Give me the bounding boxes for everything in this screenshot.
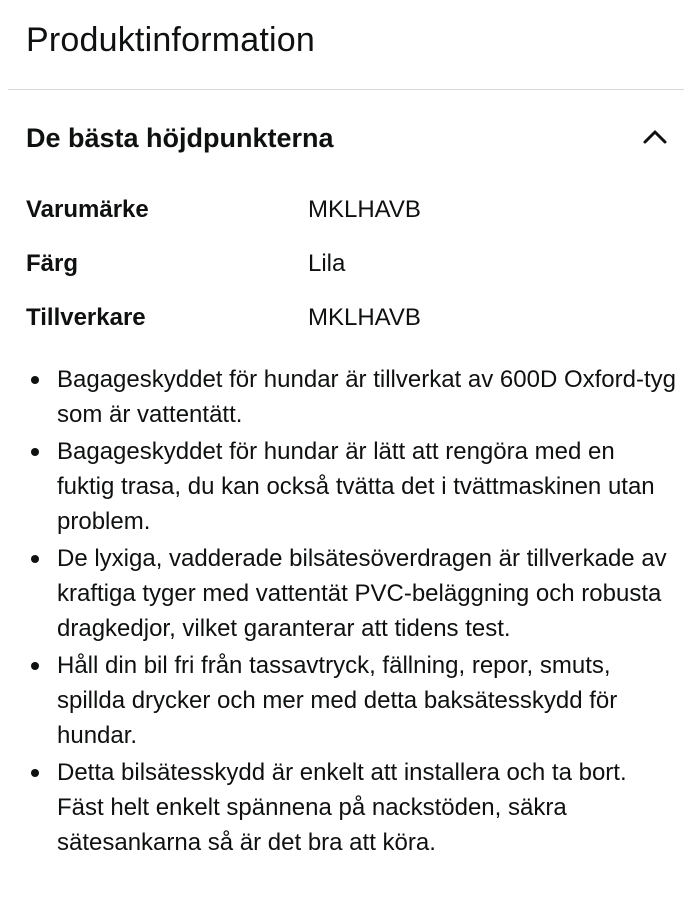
bullet-text: Detta bilsätesskydd är enkelt att installera och ta bort. Fäst helt enkelt spännena på nackstöden, säkra sätesankarna så är det bra att köra. xyxy=(57,759,627,856)
spec-label: Varumärke xyxy=(26,196,149,223)
list-item xyxy=(26,755,676,860)
section-divider xyxy=(8,89,684,90)
bullet-text: De lyxiga, vadderade bilsätesöverdragen är tillverkade av kraftiga tyger med vattentät PVC-beläggning och robusta dragkedjor, vilket garanterar att tidens test. xyxy=(57,545,667,642)
bullet-dot-icon xyxy=(31,662,39,670)
bullet-dot-icon xyxy=(31,448,39,456)
bullet-text: Bagageskyddet för hundar är tillverkat av 600D Oxford-tyg som är vattentätt. xyxy=(57,366,676,428)
list-item xyxy=(26,541,676,646)
highlight-bullet-list xyxy=(26,362,676,862)
bullet-text: Bagageskyddet för hundar är lätt att rengöra med en fuktig trasa, du kan också tvätta det i tvättmaskinen utan problem. xyxy=(57,438,655,535)
spec-table xyxy=(26,188,666,350)
bullet-text: Håll din bil fri från tassavtryck, fällning, repor, smuts, spillda drycker och mer med detta baksätesskydd för hundar. xyxy=(57,652,618,749)
spec-label: Färg xyxy=(26,250,79,277)
spec-label: Tillverkare xyxy=(26,304,146,331)
spec-row-manufacturer xyxy=(26,296,666,350)
highlights-section-header[interactable] xyxy=(0,108,692,168)
chevron-up-icon[interactable] xyxy=(638,120,672,154)
spec-value: Lila xyxy=(308,250,346,277)
list-item xyxy=(26,362,676,432)
bullet-dot-icon xyxy=(31,769,39,777)
spec-value: MKLHAVB xyxy=(308,196,421,223)
page-title: Produktinformation xyxy=(26,21,315,59)
spec-row-brand xyxy=(26,188,666,242)
spec-value: MKLHAVB xyxy=(308,304,421,331)
spec-row-color xyxy=(26,242,666,296)
list-item xyxy=(26,434,676,539)
section-title: De bästa höjdpunkterna xyxy=(26,123,334,153)
list-item xyxy=(26,648,676,753)
bullet-dot-icon xyxy=(31,555,39,563)
bullet-dot-icon xyxy=(31,376,39,384)
